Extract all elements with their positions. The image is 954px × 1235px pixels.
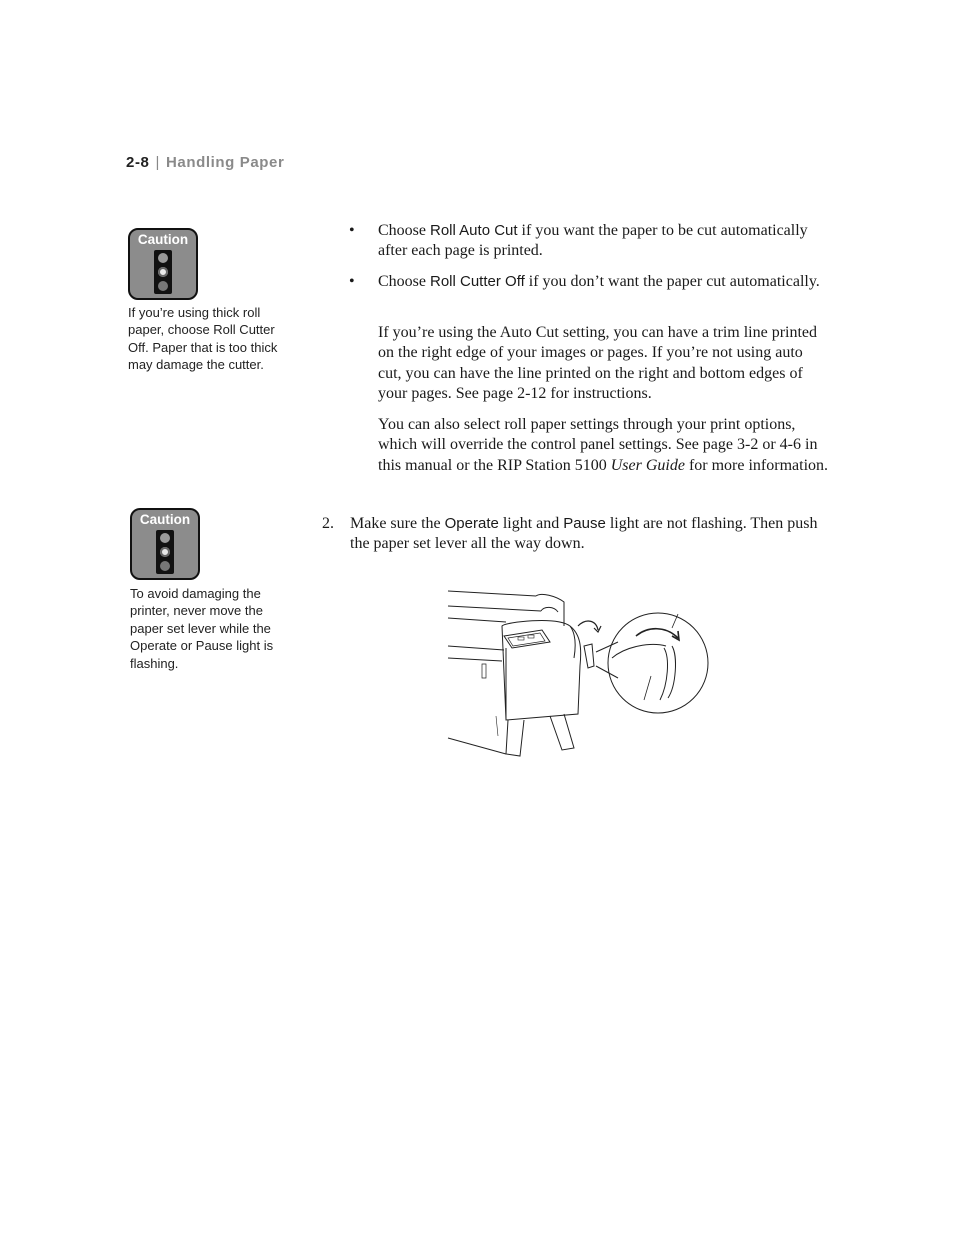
caution-label: Caution [137,232,189,247]
ui-term-pause: Pause [563,515,606,532]
caution-note-2 [130,585,295,672]
printer-lever-illustration [446,586,712,762]
note-text: light is flashing. [130,638,274,671]
body-text: if you don’t want the paper cut automatically. [524,273,820,290]
caution-icon [128,228,200,300]
header-separator: | [155,154,160,171]
paragraph-auto-cut-trim-line: If you’re using the Auto Cut setting, you can have a trim line printed on the right edge of your images or pages. If you’re not using auto cut, you can have the line printed on the right and bottom edges of your pages. See page 2-12 for instructions. [378,324,818,403]
ui-term-roll-cutter-off: Roll Cutter Off [430,273,525,290]
ui-term-roll-auto-cut: Roll Auto Cut [430,222,518,239]
note-text: or [176,638,196,654]
body-text: for more information. [684,456,829,474]
body-text: Make sure the [350,515,445,532]
page-number: 2-8 [126,154,150,171]
bullet-marker: • [349,222,355,239]
paragraph-roll-paper-settings [378,415,830,476]
bullet-item-roll-cutter-off [378,272,830,292]
traffic-light-icon [154,250,172,294]
body-text: Choose [378,273,430,290]
step-number: 2. [322,515,334,532]
note-text: If you’re using thick roll paper, choose [128,305,261,338]
ui-term-operate: Operate [130,638,177,654]
body-text: light and [498,515,564,532]
section-title: Handling Paper [165,154,285,171]
body-text: Choose [378,222,430,239]
caution-label: Caution [139,512,191,527]
ui-term-pause: Pause [195,638,233,654]
step-2-text [350,514,830,555]
bullet-item-roll-auto-cut [378,221,830,262]
ui-term-operate: Operate [444,515,499,532]
body-text: light are not flashing. Then push the paper set lever all the way down. [350,515,818,553]
book-title: User Guide [610,456,685,474]
ui-term-roll-cutter-off: Roll Cutter Off [128,322,275,355]
note-text: . Paper that is too thick may damage the cutter. [128,339,278,373]
caution-icon [130,508,202,580]
caution-note-1 [128,304,293,374]
body-text: if you want the paper to be cut automatically after each page is printed. [378,222,808,260]
bullet-marker: • [349,273,355,290]
running-header [126,154,284,171]
traffic-light-icon [156,530,174,574]
note-text: To avoid damaging the printer, never move the paper set lever while the [130,586,271,636]
body-text: You can also select roll paper settings through your print options, which will override the control panel settings. See page 3-2 or 4-6 in this manual or the RIP Station 5100 [378,416,818,474]
